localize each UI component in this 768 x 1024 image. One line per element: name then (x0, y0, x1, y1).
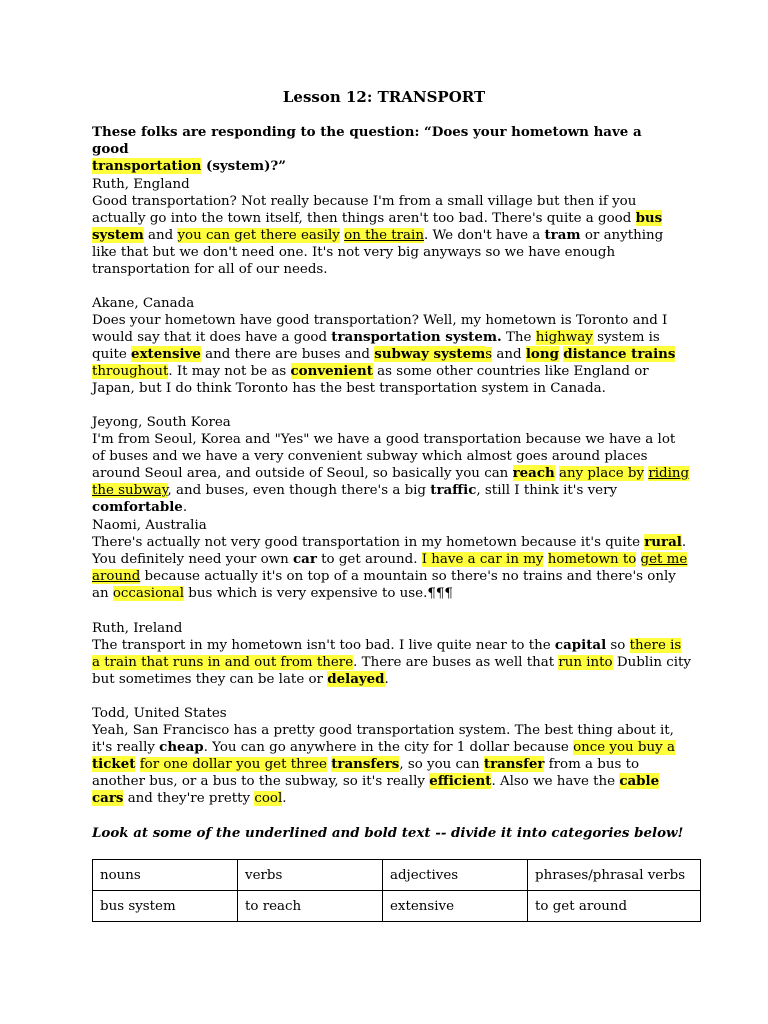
intro-text-end: (system)?” (201, 158, 286, 174)
response-ruth-ireland (92, 620, 692, 688)
highlighted-phrase: system (92, 227, 144, 243)
response-text (92, 534, 692, 602)
highlighted-phrase: get me around (92, 552, 688, 584)
text-segment: . It may not be as (168, 364, 291, 379)
highlighted-phrase: ticket (92, 756, 136, 772)
response-text (92, 312, 692, 397)
text-segment: . Also we have the (491, 774, 620, 789)
table-row (93, 891, 701, 922)
text-segment: bus which is very expensive to use.¶¶¶ (184, 586, 453, 601)
highlighted-phrase: you can get there easily (177, 228, 340, 243)
text-segment: as some other countries like England or Japan, but I do think Toronto has the best transportation system in Canada. (92, 364, 649, 396)
text-segment: cheap (159, 739, 204, 755)
highlighted-phrase: reach (512, 465, 555, 481)
text-segment: . (282, 791, 287, 806)
intro-text: These folks are responding to the question: “Does your hometown have a good (92, 124, 642, 157)
response-ruth-england (92, 176, 692, 278)
highlighted-phrase: there is a train that runs in and out from there (92, 638, 682, 670)
header-cell: adjectives (383, 860, 528, 891)
highlighted-phrase: distance trains (563, 346, 676, 362)
header-cell: verbs (238, 860, 383, 891)
highlighted-phrase: s (485, 347, 493, 362)
highlighted-phrase: on the train (344, 228, 424, 243)
response-text (92, 722, 692, 807)
intro-question (92, 124, 682, 175)
header-cell: nouns (93, 860, 238, 891)
instruction-text: Look at some of the underlined and bold text -- divide it into categories below! (92, 825, 684, 841)
response-text (92, 193, 692, 278)
text-segment: . There are buses as well that (353, 655, 559, 670)
text-segment: transportation system. (331, 329, 502, 345)
intro-highlight: transportation (92, 158, 202, 174)
text-segment: , so you can (399, 757, 484, 772)
highlighted-phrase: rural (644, 534, 682, 550)
text-segment: from a bus to another bus, or a bus to the subway, so it's really (92, 757, 640, 789)
highlighted-phrase: convenient (290, 363, 373, 379)
text-segment: . We don't have a (423, 228, 545, 243)
highlighted-phrase: I have a car in my (421, 552, 544, 567)
highlighted-phrase: hometown to (547, 552, 637, 567)
highlighted-phrase: long (525, 346, 559, 362)
highlighted-phrase: run into (558, 655, 613, 670)
highlighted-phrase: cool (254, 791, 283, 806)
text-segment: Dublin city but sometimes they can be late or (92, 655, 691, 687)
text-segment: and they're pretty (123, 791, 255, 806)
text-segment: and there are buses and (200, 347, 375, 362)
table-cell: extensive (383, 891, 528, 922)
header-cell: phrases/phrasal verbs (528, 860, 701, 891)
highlighted-phrase: bus (635, 210, 663, 226)
highlighted-phrase: riding the subway (92, 466, 690, 498)
response-jeyong-korea (92, 414, 692, 516)
text-segment: tram (544, 227, 581, 243)
text-segment: , and buses, even though there's a big (167, 483, 431, 498)
speaker-name: Ruth, England (92, 177, 190, 192)
table-header-row (93, 860, 701, 891)
highlighted-phrase: subway system (374, 346, 486, 362)
highlighted-phrase: once you buy a (573, 740, 675, 755)
highlighted-phrase: any place by (558, 466, 645, 481)
highlighted-phrase: delayed (327, 671, 385, 687)
text-segment (636, 552, 640, 567)
speaker-name: Akane, Canada (92, 296, 195, 311)
text-segment: Good transportation? Not really because I'm from a small village but then if you actually go into the town itself, then things aren't too bad. There's quite a good (92, 194, 637, 226)
response-text (92, 431, 692, 516)
text-segment: . (384, 672, 389, 687)
highlighted-phrase: transfer (483, 756, 545, 772)
speaker-name: Ruth, Ireland (92, 621, 183, 636)
speaker-name: Naomi, Australia (92, 518, 207, 533)
text-segment: There's actually not very good transportation in my hometown because it's quite (92, 535, 645, 550)
highlighted-phrase: efficient (429, 773, 492, 789)
speaker-name: Todd, United States (92, 706, 227, 721)
text-segment: system is quite (92, 330, 660, 362)
speaker-name: Jeyong, South Korea (92, 415, 231, 430)
text-segment: and (143, 228, 178, 243)
text-segment: or anything like that but we don't need one. It's not very big anyways so we have enough transportation for all of our needs. (92, 228, 664, 277)
text-segment: . (182, 500, 188, 515)
text-segment: capital (554, 637, 607, 653)
response-akane-canada (92, 295, 692, 397)
table-cell: to reach (238, 891, 383, 922)
text-segment: . You can go anywhere in the city for 1 dollar because (203, 740, 574, 755)
highlighted-phrase: cable cars (92, 773, 660, 806)
text-segment: The (501, 330, 536, 345)
highlighted-phrase: transfers (331, 756, 400, 772)
text-segment: . You definitely need your own (92, 535, 687, 567)
text-segment: I'm from Seoul, Korea and "Yes" we have a good transportation because we have a lot of buses and we have a very convenient subway which almost goes around places around Seoul area, and outside of Seoul, so basically you can (92, 432, 676, 481)
response-text (92, 637, 692, 688)
text-segment: and (492, 347, 526, 362)
text-segment: comfortable (92, 499, 183, 515)
highlighted-phrase: extensive (131, 346, 201, 362)
page-title: Lesson 12: TRANSPORT (282, 88, 486, 106)
text-segment: traffic (430, 482, 477, 498)
text-segment: to get around. (316, 552, 422, 567)
table-cell: to get around (528, 891, 701, 922)
text-segment: Yeah, San Francisco has a pretty good transportation system. The best thing about it, it's really (92, 723, 674, 755)
text-segment: car (292, 551, 317, 567)
text-segment: because actually it's on top of a mountain so there's no trains and there's only an (92, 569, 676, 601)
highlighted-phrase: throughout (92, 364, 169, 379)
response-todd-usa (92, 705, 692, 807)
text-segment: so (606, 638, 630, 653)
highlighted-phrase: for one dollar you get three (139, 757, 327, 772)
category-table (92, 859, 701, 922)
table-cell: bus system (93, 891, 238, 922)
text-segment: , still I think it's very (476, 483, 618, 498)
highlighted-phrase: highway (535, 330, 593, 345)
text-segment: Does your hometown have good transportation? Well, my hometown is Toronto and I would say that it does have a good (92, 313, 668, 345)
text-segment: The transport in my hometown isn't too bad. I live quite near to the (92, 638, 555, 653)
response-naomi-australia (92, 517, 692, 602)
highlighted-phrase: occasional (112, 586, 185, 601)
